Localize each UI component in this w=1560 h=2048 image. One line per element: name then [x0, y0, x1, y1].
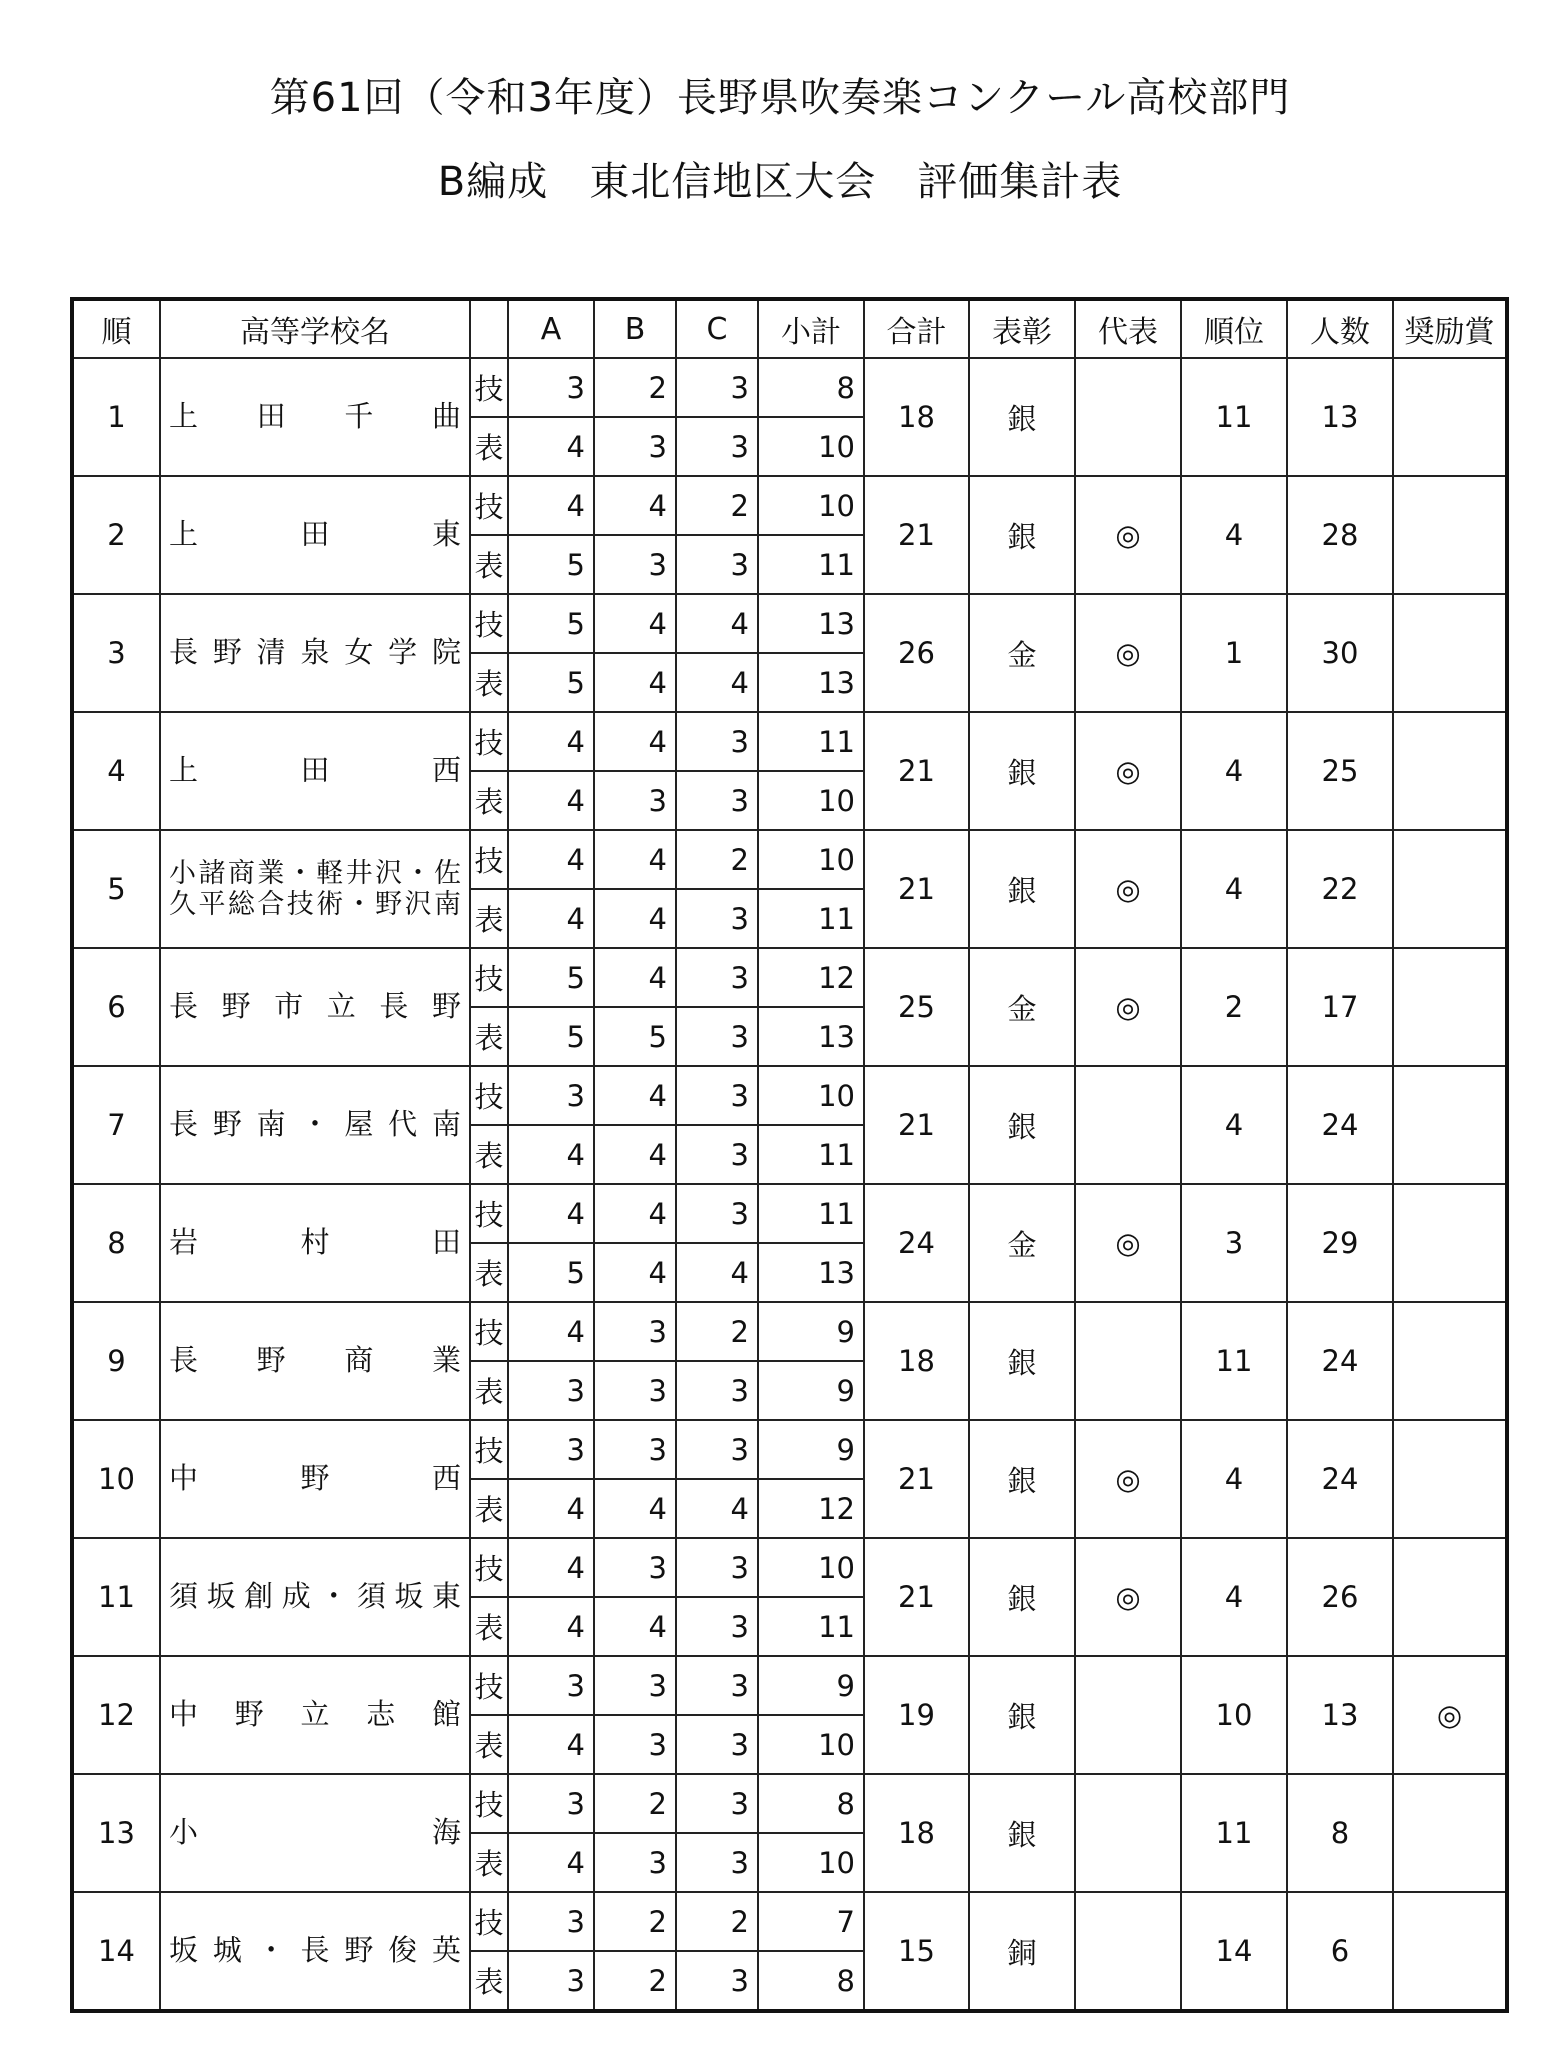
expression-c: 3 [676, 535, 758, 594]
technique-label: 技 [470, 1420, 508, 1479]
members-cell: 30 [1287, 594, 1393, 712]
expression-subtotal: 10 [758, 1715, 864, 1774]
members-cell: 8 [1287, 1774, 1393, 1892]
total-cell: 26 [864, 594, 969, 712]
header-b: B [594, 299, 676, 358]
expression-b: 4 [594, 889, 676, 948]
expression-b: 3 [594, 1833, 676, 1892]
technique-a: 4 [508, 1184, 594, 1243]
total-cell: 18 [864, 1302, 969, 1420]
technique-a: 3 [508, 1774, 594, 1833]
technique-a: 4 [508, 712, 594, 771]
representative-cell [1075, 1656, 1181, 1774]
rank-cell: 4 [1181, 830, 1287, 948]
members-cell: 24 [1287, 1066, 1393, 1184]
expression-b: 3 [594, 417, 676, 476]
table-body [72, 358, 1507, 2011]
expression-subtotal: 11 [758, 889, 864, 948]
technique-b: 2 [594, 358, 676, 417]
encouragement-cell [1393, 1184, 1507, 1302]
award-cell: 銀 [969, 1656, 1075, 1774]
award-cell: 銀 [969, 1302, 1075, 1420]
order-cell: 2 [72, 476, 160, 594]
table-row [72, 1656, 1507, 1715]
expression-a: 5 [508, 1007, 594, 1066]
members-cell: 17 [1287, 948, 1393, 1066]
technique-label: 技 [470, 358, 508, 417]
rank-cell: 11 [1181, 1302, 1287, 1420]
technique-subtotal: 8 [758, 358, 864, 417]
technique-a: 4 [508, 830, 594, 889]
expression-c: 4 [676, 1243, 758, 1302]
technique-subtotal: 9 [758, 1302, 864, 1361]
rank-cell: 4 [1181, 712, 1287, 830]
expression-label: 表 [470, 1125, 508, 1184]
technique-b: 2 [594, 1892, 676, 1951]
total-cell: 21 [864, 1538, 969, 1656]
expression-a: 4 [508, 1125, 594, 1184]
technique-subtotal: 11 [758, 712, 864, 771]
expression-b: 3 [594, 1361, 676, 1420]
school-name-cell: 上田千曲 [160, 358, 470, 476]
table-row [72, 1774, 1507, 1833]
award-cell: 銀 [969, 1538, 1075, 1656]
school-name-cell: 上田東 [160, 476, 470, 594]
encouragement-cell [1393, 1538, 1507, 1656]
technique-b: 3 [594, 1302, 676, 1361]
expression-a: 5 [508, 1243, 594, 1302]
expression-a: 5 [508, 653, 594, 712]
expression-c: 3 [676, 1361, 758, 1420]
expression-label: 表 [470, 1833, 508, 1892]
expression-a: 4 [508, 417, 594, 476]
expression-c: 3 [676, 889, 758, 948]
header-rank: 順位 [1181, 299, 1287, 358]
technique-a: 3 [508, 1420, 594, 1479]
total-cell: 25 [864, 948, 969, 1066]
award-cell: 金 [969, 1184, 1075, 1302]
expression-label: 表 [470, 1479, 508, 1538]
expression-b: 4 [594, 653, 676, 712]
representative-cell [1075, 1302, 1181, 1420]
school-name-cell: 長野市立長野 [160, 948, 470, 1066]
expression-a: 4 [508, 889, 594, 948]
technique-a: 5 [508, 594, 594, 653]
order-cell: 12 [72, 1656, 160, 1774]
representative-cell [1075, 1774, 1181, 1892]
expression-label: 表 [470, 1715, 508, 1774]
award-cell: 銀 [969, 476, 1075, 594]
total-cell: 24 [864, 1184, 969, 1302]
encouragement-cell [1393, 358, 1507, 476]
members-cell: 24 [1287, 1302, 1393, 1420]
school-name-cell: 坂城・長野俊英 [160, 1892, 470, 2011]
school-name-cell: 須坂創成・須坂東 [160, 1538, 470, 1656]
expression-subtotal: 13 [758, 1243, 864, 1302]
school-name-cell: 長野南・屋代南 [160, 1066, 470, 1184]
order-cell: 4 [72, 712, 160, 830]
rank-cell: 11 [1181, 1774, 1287, 1892]
order-cell: 9 [72, 1302, 160, 1420]
representative-cell: ◎ [1075, 948, 1181, 1066]
award-cell: 銀 [969, 1066, 1075, 1184]
award-cell: 銅 [969, 1892, 1075, 2011]
expression-subtotal: 8 [758, 1951, 864, 2011]
expression-c: 4 [676, 653, 758, 712]
technique-c: 4 [676, 594, 758, 653]
technique-b: 3 [594, 1538, 676, 1597]
expression-subtotal: 11 [758, 535, 864, 594]
technique-subtotal: 12 [758, 948, 864, 1007]
expression-c: 3 [676, 1125, 758, 1184]
technique-a: 3 [508, 358, 594, 417]
technique-subtotal: 10 [758, 1066, 864, 1125]
expression-a: 3 [508, 1361, 594, 1420]
members-cell: 13 [1287, 1656, 1393, 1774]
document-title: 第61回（令和3年度）長野県吹奏楽コンクール高校部門 [269, 75, 1291, 121]
technique-label: 技 [470, 1066, 508, 1125]
technique-b: 4 [594, 830, 676, 889]
expression-b: 4 [594, 1125, 676, 1184]
table-row [72, 1892, 1507, 1951]
total-cell: 18 [864, 358, 969, 476]
expression-subtotal: 13 [758, 1007, 864, 1066]
table-row [72, 712, 1507, 771]
header-row [72, 299, 1507, 358]
technique-a: 3 [508, 1066, 594, 1125]
expression-a: 4 [508, 1833, 594, 1892]
rank-cell: 4 [1181, 1066, 1287, 1184]
document-subtitle: B編成 東北信地区大会 評価集計表 [437, 159, 1123, 205]
table-row [72, 1066, 1507, 1125]
encouragement-cell [1393, 1774, 1507, 1892]
technique-b: 4 [594, 594, 676, 653]
encouragement-cell [1393, 1892, 1507, 2011]
expression-label: 表 [470, 771, 508, 830]
header-order: 順 [72, 299, 160, 358]
rank-cell: 1 [1181, 594, 1287, 712]
members-cell: 26 [1287, 1538, 1393, 1656]
representative-cell: ◎ [1075, 1538, 1181, 1656]
expression-a: 4 [508, 771, 594, 830]
encouragement-cell [1393, 1066, 1507, 1184]
technique-c: 3 [676, 1774, 758, 1833]
encouragement-cell [1393, 1420, 1507, 1538]
technique-c: 3 [676, 1656, 758, 1715]
expression-a: 5 [508, 535, 594, 594]
expression-c: 3 [676, 1715, 758, 1774]
table-row [72, 1302, 1507, 1361]
representative-cell: ◎ [1075, 830, 1181, 948]
technique-label: 技 [470, 948, 508, 1007]
order-cell: 8 [72, 1184, 160, 1302]
technique-label: 技 [470, 1184, 508, 1243]
technique-c: 2 [676, 1302, 758, 1361]
order-cell: 6 [72, 948, 160, 1066]
order-cell: 13 [72, 1774, 160, 1892]
technique-c: 3 [676, 1420, 758, 1479]
header-school: 高等学校名 [160, 299, 470, 358]
members-cell: 6 [1287, 1892, 1393, 2011]
expression-c: 3 [676, 1007, 758, 1066]
table-row [72, 594, 1507, 653]
technique-a: 5 [508, 948, 594, 1007]
rank-cell: 14 [1181, 1892, 1287, 2011]
technique-label: 技 [470, 830, 508, 889]
total-cell: 21 [864, 712, 969, 830]
expression-subtotal: 11 [758, 1597, 864, 1656]
total-cell: 19 [864, 1656, 969, 1774]
technique-c: 3 [676, 1538, 758, 1597]
table-row [72, 1538, 1507, 1597]
technique-c: 3 [676, 1066, 758, 1125]
technique-label: 技 [470, 1656, 508, 1715]
header-representative: 代表 [1075, 299, 1181, 358]
technique-b: 4 [594, 712, 676, 771]
total-cell: 21 [864, 1420, 969, 1538]
order-cell: 14 [72, 1892, 160, 2011]
representative-cell [1075, 358, 1181, 476]
technique-a: 3 [508, 1656, 594, 1715]
technique-label: 技 [470, 712, 508, 771]
total-cell: 15 [864, 1892, 969, 2011]
total-cell: 21 [864, 830, 969, 948]
technique-b: 2 [594, 1774, 676, 1833]
award-cell: 銀 [969, 712, 1075, 830]
header-encouragement: 奨励賞 [1393, 299, 1507, 358]
school-name-cell: 小海 [160, 1774, 470, 1892]
school-name-cell: 上田西 [160, 712, 470, 830]
header-a: A [508, 299, 594, 358]
technique-b: 4 [594, 1066, 676, 1125]
expression-c: 3 [676, 417, 758, 476]
representative-cell: ◎ [1075, 1420, 1181, 1538]
encouragement-cell [1393, 1302, 1507, 1420]
expression-b: 4 [594, 1597, 676, 1656]
representative-cell [1075, 1892, 1181, 2011]
table-row [72, 1184, 1507, 1243]
technique-subtotal: 10 [758, 830, 864, 889]
header-subtotal: 小計 [758, 299, 864, 358]
rank-cell: 4 [1181, 1420, 1287, 1538]
order-cell: 11 [72, 1538, 160, 1656]
expression-c: 3 [676, 771, 758, 830]
technique-label: 技 [470, 476, 508, 535]
expression-c: 3 [676, 1833, 758, 1892]
members-cell: 28 [1287, 476, 1393, 594]
expression-label: 表 [470, 1007, 508, 1066]
award-cell: 金 [969, 594, 1075, 712]
school-name-cell: 長野清泉女学院 [160, 594, 470, 712]
technique-b: 3 [594, 1420, 676, 1479]
encouragement-cell [1393, 830, 1507, 948]
evaluation-table [70, 297, 1509, 2013]
school-name-cell: 岩村田 [160, 1184, 470, 1302]
expression-b: 3 [594, 771, 676, 830]
award-cell: 金 [969, 948, 1075, 1066]
technique-c: 2 [676, 476, 758, 535]
award-cell: 銀 [969, 830, 1075, 948]
expression-a: 4 [508, 1715, 594, 1774]
expression-label: 表 [470, 889, 508, 948]
expression-c: 3 [676, 1951, 758, 2011]
technique-c: 2 [676, 830, 758, 889]
rank-cell: 2 [1181, 948, 1287, 1066]
total-cell: 18 [864, 1774, 969, 1892]
expression-b: 5 [594, 1007, 676, 1066]
expression-subtotal: 10 [758, 1833, 864, 1892]
technique-label: 技 [470, 1892, 508, 1951]
school-name-cell: 中野立志館 [160, 1656, 470, 1774]
order-cell: 7 [72, 1066, 160, 1184]
technique-b: 4 [594, 948, 676, 1007]
members-cell: 13 [1287, 358, 1393, 476]
school-name-cell: 中野西 [160, 1420, 470, 1538]
expression-b: 3 [594, 1715, 676, 1774]
expression-b: 2 [594, 1951, 676, 2011]
expression-subtotal: 12 [758, 1479, 864, 1538]
expression-label: 表 [470, 653, 508, 712]
award-cell: 銀 [969, 358, 1075, 476]
expression-a: 3 [508, 1951, 594, 2011]
table-row [72, 358, 1507, 417]
total-cell: 21 [864, 476, 969, 594]
expression-b: 3 [594, 535, 676, 594]
table-row [72, 476, 1507, 535]
technique-b: 4 [594, 476, 676, 535]
technique-a: 4 [508, 1302, 594, 1361]
technique-b: 3 [594, 1656, 676, 1715]
technique-subtotal: 8 [758, 1774, 864, 1833]
expression-subtotal: 13 [758, 653, 864, 712]
technique-subtotal: 10 [758, 1538, 864, 1597]
expression-c: 3 [676, 1597, 758, 1656]
encouragement-cell [1393, 948, 1507, 1066]
encouragement-cell [1393, 712, 1507, 830]
members-cell: 29 [1287, 1184, 1393, 1302]
technique-c: 2 [676, 1892, 758, 1951]
order-cell: 3 [72, 594, 160, 712]
members-cell: 25 [1287, 712, 1393, 830]
expression-b: 4 [594, 1479, 676, 1538]
technique-a: 4 [508, 1538, 594, 1597]
award-cell: 銀 [969, 1420, 1075, 1538]
technique-label: 技 [470, 1538, 508, 1597]
rank-cell: 4 [1181, 476, 1287, 594]
members-cell: 24 [1287, 1420, 1393, 1538]
technique-subtotal: 9 [758, 1656, 864, 1715]
technique-subtotal: 11 [758, 1184, 864, 1243]
expression-c: 4 [676, 1479, 758, 1538]
technique-a: 3 [508, 1892, 594, 1951]
representative-cell: ◎ [1075, 1184, 1181, 1302]
expression-subtotal: 10 [758, 417, 864, 476]
table-row [72, 830, 1507, 889]
expression-label: 表 [470, 1243, 508, 1302]
award-cell: 銀 [969, 1774, 1075, 1892]
encouragement-cell: ◎ [1393, 1656, 1507, 1774]
technique-c: 3 [676, 948, 758, 1007]
technique-b: 4 [594, 1184, 676, 1243]
representative-cell: ◎ [1075, 594, 1181, 712]
technique-subtotal: 7 [758, 1892, 864, 1951]
representative-cell [1075, 1066, 1181, 1184]
order-cell: 1 [72, 358, 160, 476]
expression-a: 4 [508, 1479, 594, 1538]
header-award: 表彰 [969, 299, 1075, 358]
technique-a: 4 [508, 476, 594, 535]
header-kind [470, 299, 508, 358]
rank-cell: 10 [1181, 1656, 1287, 1774]
table-row [72, 1420, 1507, 1479]
school-name-cell: 小諸商業・軽井沢・佐久平総合技術・野沢南 [160, 830, 470, 948]
total-cell: 21 [864, 1066, 969, 1184]
rank-cell: 3 [1181, 1184, 1287, 1302]
expression-subtotal: 9 [758, 1361, 864, 1420]
technique-subtotal: 13 [758, 594, 864, 653]
expression-label: 表 [470, 417, 508, 476]
school-name-cell: 長野商業 [160, 1302, 470, 1420]
members-cell: 22 [1287, 830, 1393, 948]
expression-label: 表 [470, 1951, 508, 2011]
technique-c: 3 [676, 358, 758, 417]
order-cell: 10 [72, 1420, 160, 1538]
technique-c: 3 [676, 1184, 758, 1243]
expression-b: 4 [594, 1243, 676, 1302]
expression-label: 表 [470, 535, 508, 594]
rank-cell: 11 [1181, 358, 1287, 476]
rank-cell: 4 [1181, 1538, 1287, 1656]
technique-label: 技 [470, 1302, 508, 1361]
expression-a: 4 [508, 1597, 594, 1656]
expression-label: 表 [470, 1597, 508, 1656]
header-c: C [676, 299, 758, 358]
technique-c: 3 [676, 712, 758, 771]
table-row [72, 948, 1507, 1007]
expression-subtotal: 10 [758, 771, 864, 830]
representative-cell: ◎ [1075, 476, 1181, 594]
order-cell: 5 [72, 830, 160, 948]
representative-cell: ◎ [1075, 712, 1181, 830]
technique-label: 技 [470, 1774, 508, 1833]
expression-label: 表 [470, 1361, 508, 1420]
encouragement-cell [1393, 476, 1507, 594]
header-total: 合計 [864, 299, 969, 358]
technique-subtotal: 10 [758, 476, 864, 535]
encouragement-cell [1393, 594, 1507, 712]
technique-label: 技 [470, 594, 508, 653]
header-members: 人数 [1287, 299, 1393, 358]
technique-subtotal: 9 [758, 1420, 864, 1479]
expression-subtotal: 11 [758, 1125, 864, 1184]
